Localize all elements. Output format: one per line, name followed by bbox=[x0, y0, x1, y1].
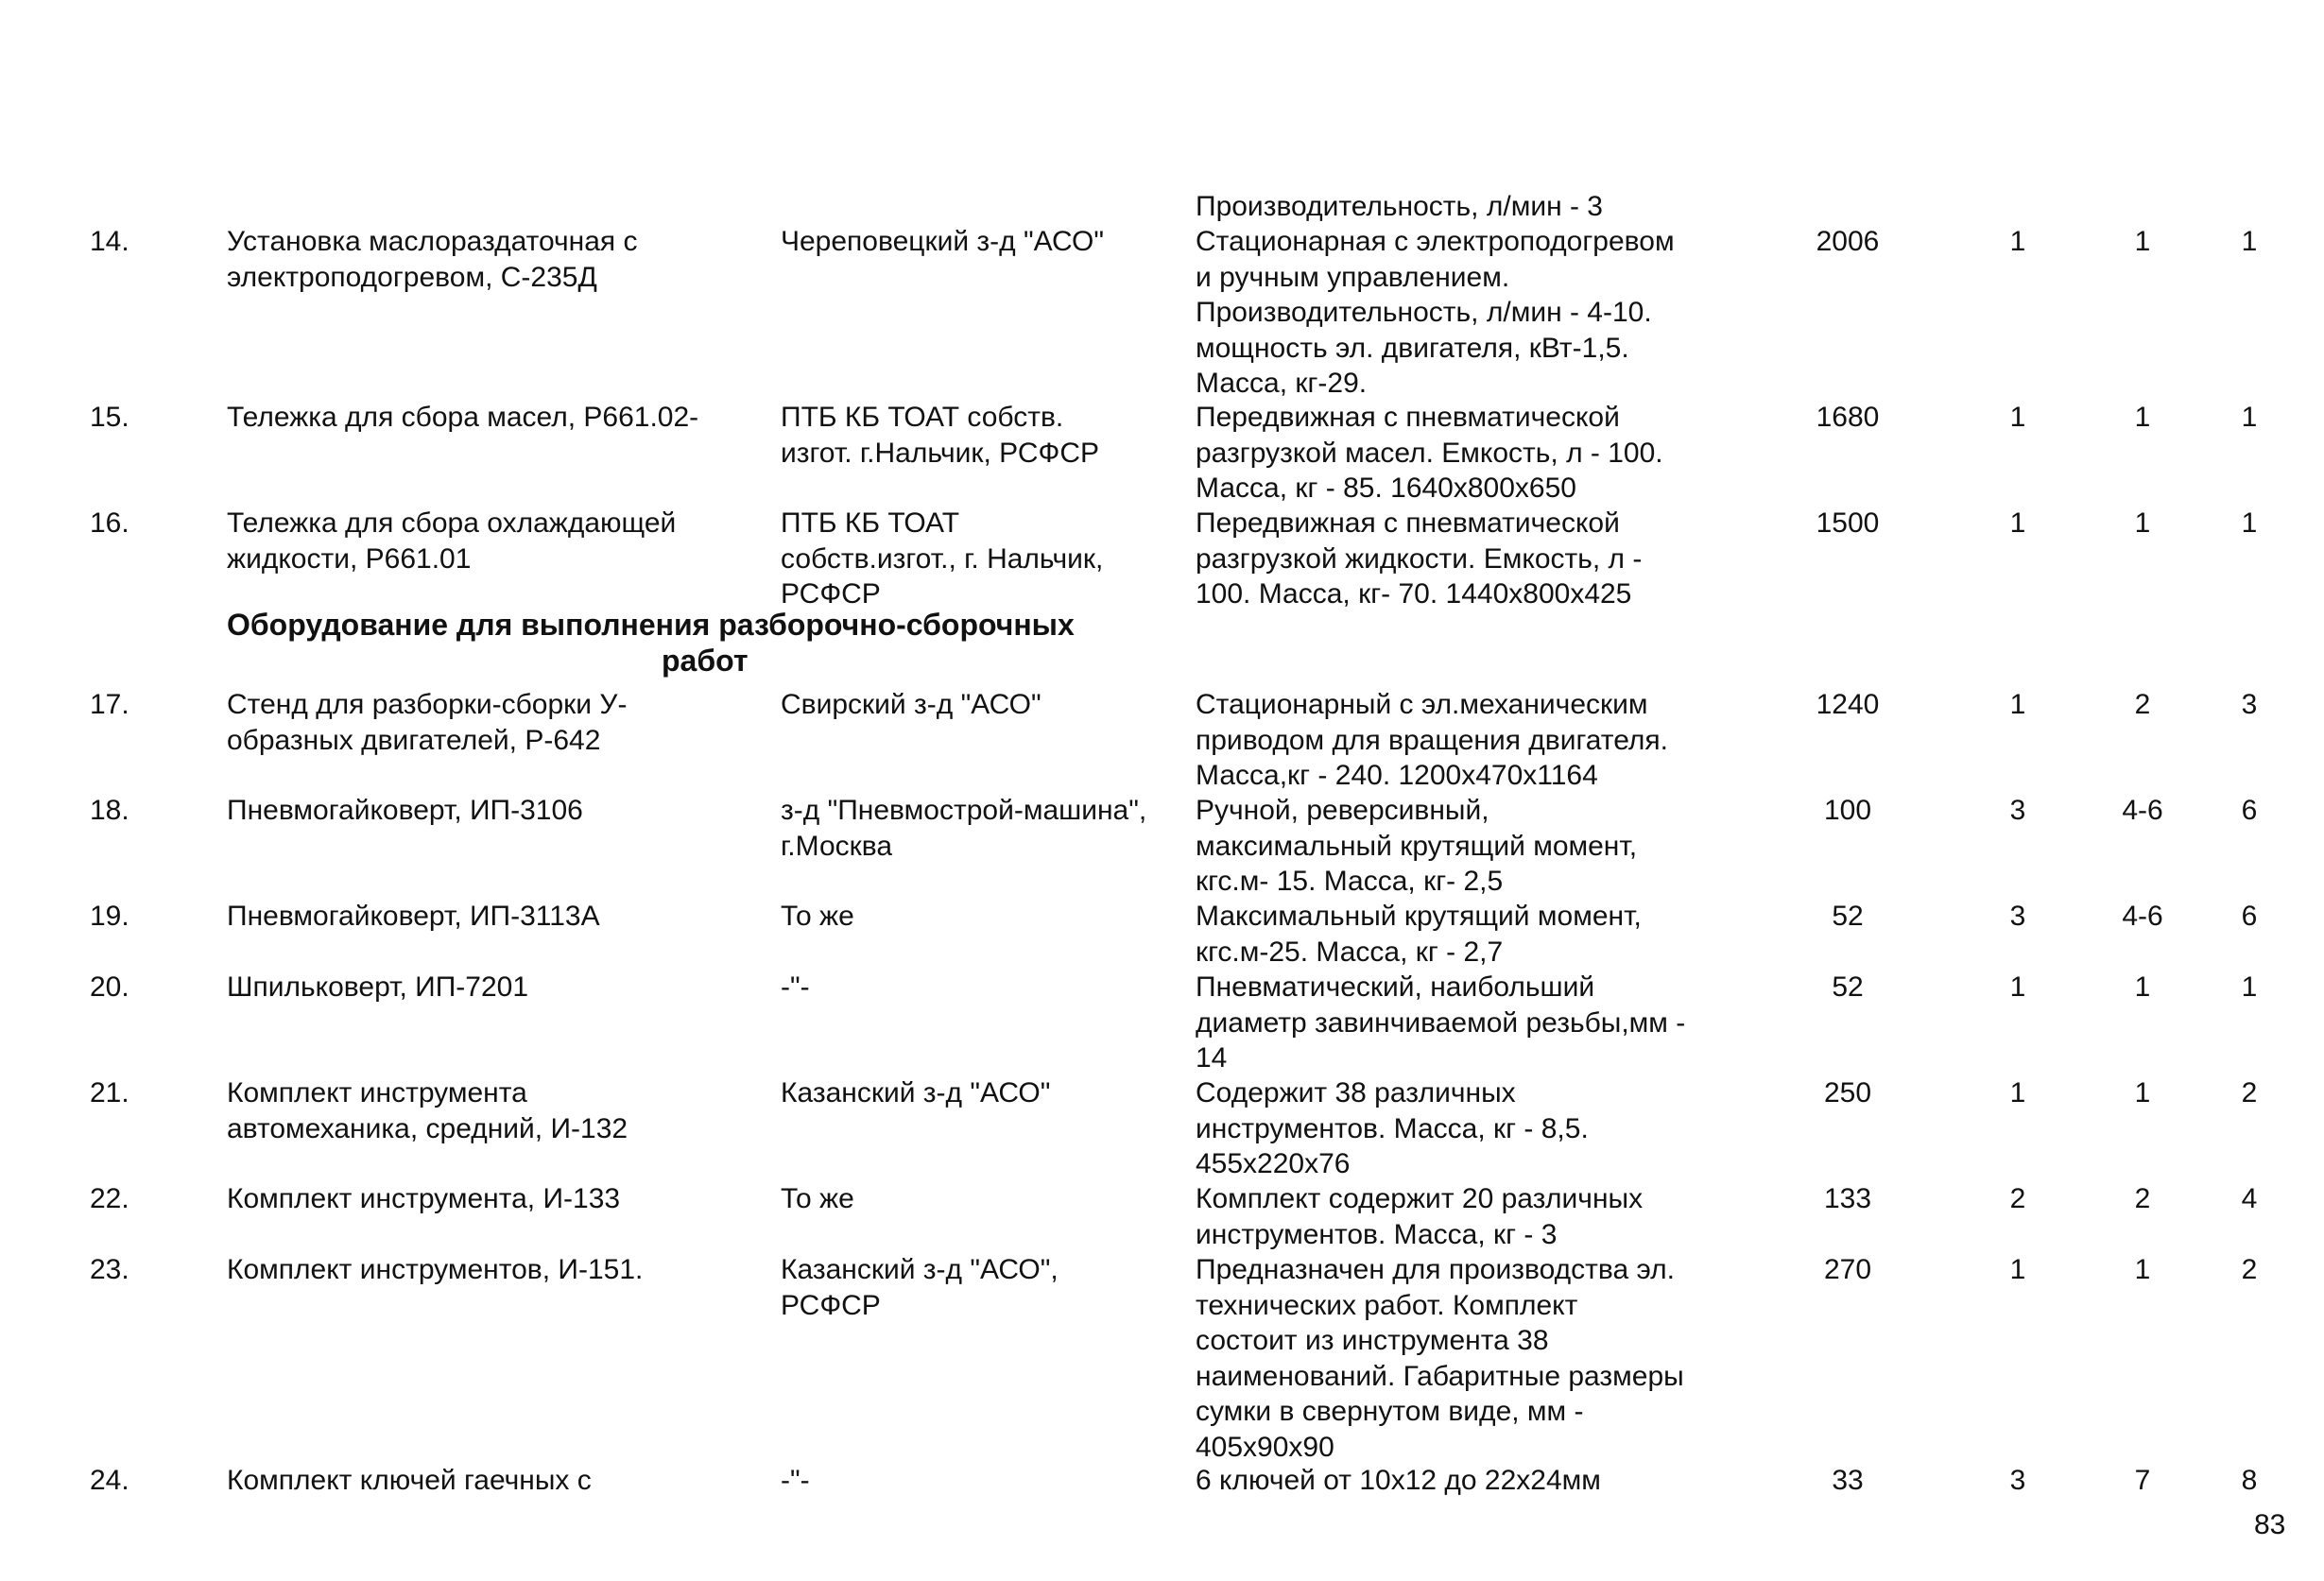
price: 2006 bbox=[1816, 226, 1880, 257]
quantity-2: 7 bbox=[2134, 1465, 2151, 1496]
quantity-1: 1 bbox=[2009, 1254, 2026, 1285]
quantity-2: 1 bbox=[2134, 402, 2151, 433]
quantity-3: 6 bbox=[2241, 795, 2258, 826]
quantity-3: 3 bbox=[2241, 689, 2258, 720]
row-number: 14. bbox=[90, 226, 129, 257]
quantity-2: 1 bbox=[2134, 507, 2151, 539]
row-number: 22. bbox=[90, 1183, 129, 1214]
equipment-name: Комплект инструмента, И-133 bbox=[227, 1183, 621, 1214]
equipment-name: Стенд для разборки-сборки У- образных двигателей, Р-642 bbox=[227, 689, 628, 756]
quantity-1: 3 bbox=[2009, 901, 2026, 932]
description: Содержит 38 различных инструментов. Масса, кг - 8,5. 455x220x76 bbox=[1196, 1077, 1589, 1179]
equipment-name: Комплект ключей гаечных с bbox=[227, 1465, 592, 1496]
description: Пневматический, наибольший диаметр завинчиваемой резьбы,мм - 14 bbox=[1196, 971, 1686, 1074]
equipment-name: Тележка для сбора масел, Р661.02- bbox=[227, 402, 699, 433]
quantity-1: 3 bbox=[2009, 795, 2026, 826]
quantity-3: 1 bbox=[2241, 507, 2258, 539]
section-heading-line-1: Оборудование для выполнения разборочно-сборочных bbox=[227, 608, 1075, 642]
equipment-name: Пневмогайковерт, ИП-3113А bbox=[227, 901, 600, 932]
price: 52 bbox=[1832, 971, 1864, 1003]
manufacturer: То же bbox=[781, 901, 854, 932]
quantity-2: 1 bbox=[2134, 971, 2151, 1003]
quantity-3: 1 bbox=[2241, 971, 2258, 1003]
manufacturer: Казанский з-д "АСО" bbox=[781, 1077, 1051, 1108]
equipment-name: Установка маслораздаточная с электроподогревом, С-235Д bbox=[227, 226, 638, 293]
description: Передвижная с пневматической разгрузкой жидкости. Емкость, л - 100. Масса, кг- 70. 1440x800x425 bbox=[1196, 507, 1643, 610]
section-heading-line-2: работ bbox=[662, 643, 749, 678]
price: 100 bbox=[1823, 795, 1872, 826]
manufacturer: з-д "Пневмострой-машина", г.Москва bbox=[781, 795, 1147, 862]
quantity-3: 8 bbox=[2241, 1465, 2258, 1496]
quantity-2: 2 bbox=[2134, 1183, 2151, 1214]
continued-description: Производительность, л/мин - 3 bbox=[1196, 191, 1603, 222]
row-number: 16. bbox=[90, 507, 129, 539]
quantity-1: 1 bbox=[2009, 1077, 2026, 1108]
price: 1240 bbox=[1816, 689, 1880, 720]
quantity-2: 1 bbox=[2134, 1254, 2151, 1285]
description: Максимальный крутящий момент, кгс.м-25. Масса, кг - 2,7 bbox=[1196, 901, 1642, 968]
quantity-1: 2 bbox=[2009, 1183, 2026, 1214]
equipment-name: Комплект инструмента автомеханика, средний, И-132 bbox=[227, 1077, 628, 1144]
manufacturer: -"- bbox=[781, 971, 810, 1003]
row-number: 19. bbox=[90, 901, 129, 932]
quantity-1: 1 bbox=[2009, 507, 2026, 539]
equipment-name: Тележка для сбора охлаждающей жидкости, Р661.01 bbox=[227, 507, 677, 575]
manufacturer: ПТБ КБ ТОАТ собств.изгот., г. Нальчик, РСФСР bbox=[781, 507, 1104, 610]
quantity-3: 6 bbox=[2241, 901, 2258, 932]
row-number: 24. bbox=[90, 1465, 129, 1496]
description: Стационарная с электроподогревом и ручным управлением. Производительность, л/мин - 4-10. мощность эл. двигателя, кВт-1,5. Масса, кг-29. bbox=[1196, 226, 1675, 399]
manufacturer: То же bbox=[781, 1183, 854, 1214]
price: 270 bbox=[1823, 1254, 1872, 1285]
quantity-3: 4 bbox=[2241, 1183, 2258, 1214]
row-number: 15. bbox=[90, 402, 129, 433]
quantity-2: 4-6 bbox=[2122, 901, 2163, 932]
quantity-3: 2 bbox=[2241, 1254, 2258, 1285]
row-number: 17. bbox=[90, 689, 129, 720]
equipment-name: Шпильковерт, ИП-7201 bbox=[227, 971, 529, 1003]
quantity-1: 1 bbox=[2009, 971, 2026, 1003]
row-number: 18. bbox=[90, 795, 129, 826]
page-number: 83 bbox=[2254, 1509, 2286, 1540]
price: 1680 bbox=[1816, 402, 1880, 433]
description: Ручной, реверсивный, максимальный крутящий момент, кгс.м- 15. Масса, кг- 2,5 bbox=[1196, 795, 1638, 897]
quantity-3: 1 bbox=[2241, 402, 2258, 433]
quantity-1: 1 bbox=[2009, 402, 2026, 433]
quantity-2: 4-6 bbox=[2122, 795, 2163, 826]
price: 33 bbox=[1832, 1465, 1864, 1496]
price: 52 bbox=[1832, 901, 1864, 932]
row-number: 20. bbox=[90, 971, 129, 1003]
quantity-1: 1 bbox=[2009, 226, 2026, 257]
row-number: 23. bbox=[90, 1254, 129, 1285]
price: 250 bbox=[1823, 1077, 1872, 1108]
description: Комплект содержит 20 различных инструментов. Масса, кг - 3 bbox=[1196, 1183, 1644, 1250]
quantity-2: 1 bbox=[2134, 226, 2151, 257]
quantity-2: 1 bbox=[2134, 1077, 2151, 1108]
quantity-3: 2 bbox=[2241, 1077, 2258, 1108]
manufacturer: Череповецкий з-д "АСО" bbox=[781, 226, 1104, 257]
price: 133 bbox=[1823, 1183, 1872, 1214]
quantity-2: 2 bbox=[2134, 689, 2151, 720]
manufacturer: ПТБ КБ ТОАТ собств. изгот. г.Нальчик, РСФСР bbox=[781, 402, 1100, 469]
section-heading bbox=[227, 608, 1200, 679]
quantity-1: 3 bbox=[2009, 1465, 2026, 1496]
quantity-3: 1 bbox=[2241, 226, 2258, 257]
quantity-1: 1 bbox=[2009, 689, 2026, 720]
price: 1500 bbox=[1816, 507, 1880, 539]
manufacturer: -"- bbox=[781, 1465, 810, 1496]
equipment-name: Пневмогайковерт, ИП-3106 bbox=[227, 795, 583, 826]
description: 6 ключей от 10x12 до 22x24мм bbox=[1196, 1465, 1601, 1496]
description: Предназначен для производства эл. технических работ. Комплект состоит из инструмента 38 наименований. Габаритные размеры сумки в свернутом виде, мм - 405x90x90 bbox=[1196, 1254, 1684, 1463]
manufacturer: Казанский з-д "АСО", РСФСР bbox=[781, 1254, 1059, 1321]
manufacturer: Свирский з-д "АСО" bbox=[781, 689, 1041, 720]
equipment-name: Комплект инструментов, И-151. bbox=[227, 1254, 644, 1285]
description: Передвижная с пневматической разгрузкой масел. Емкость, л - 100. Масса, кг - 85. 1640x800x650 bbox=[1196, 402, 1663, 504]
description: Стационарный с эл.механическим приводом для вращения двигателя. Масса,кг - 240. 1200x470x1164 bbox=[1196, 689, 1668, 791]
row-number: 21. bbox=[90, 1077, 129, 1108]
